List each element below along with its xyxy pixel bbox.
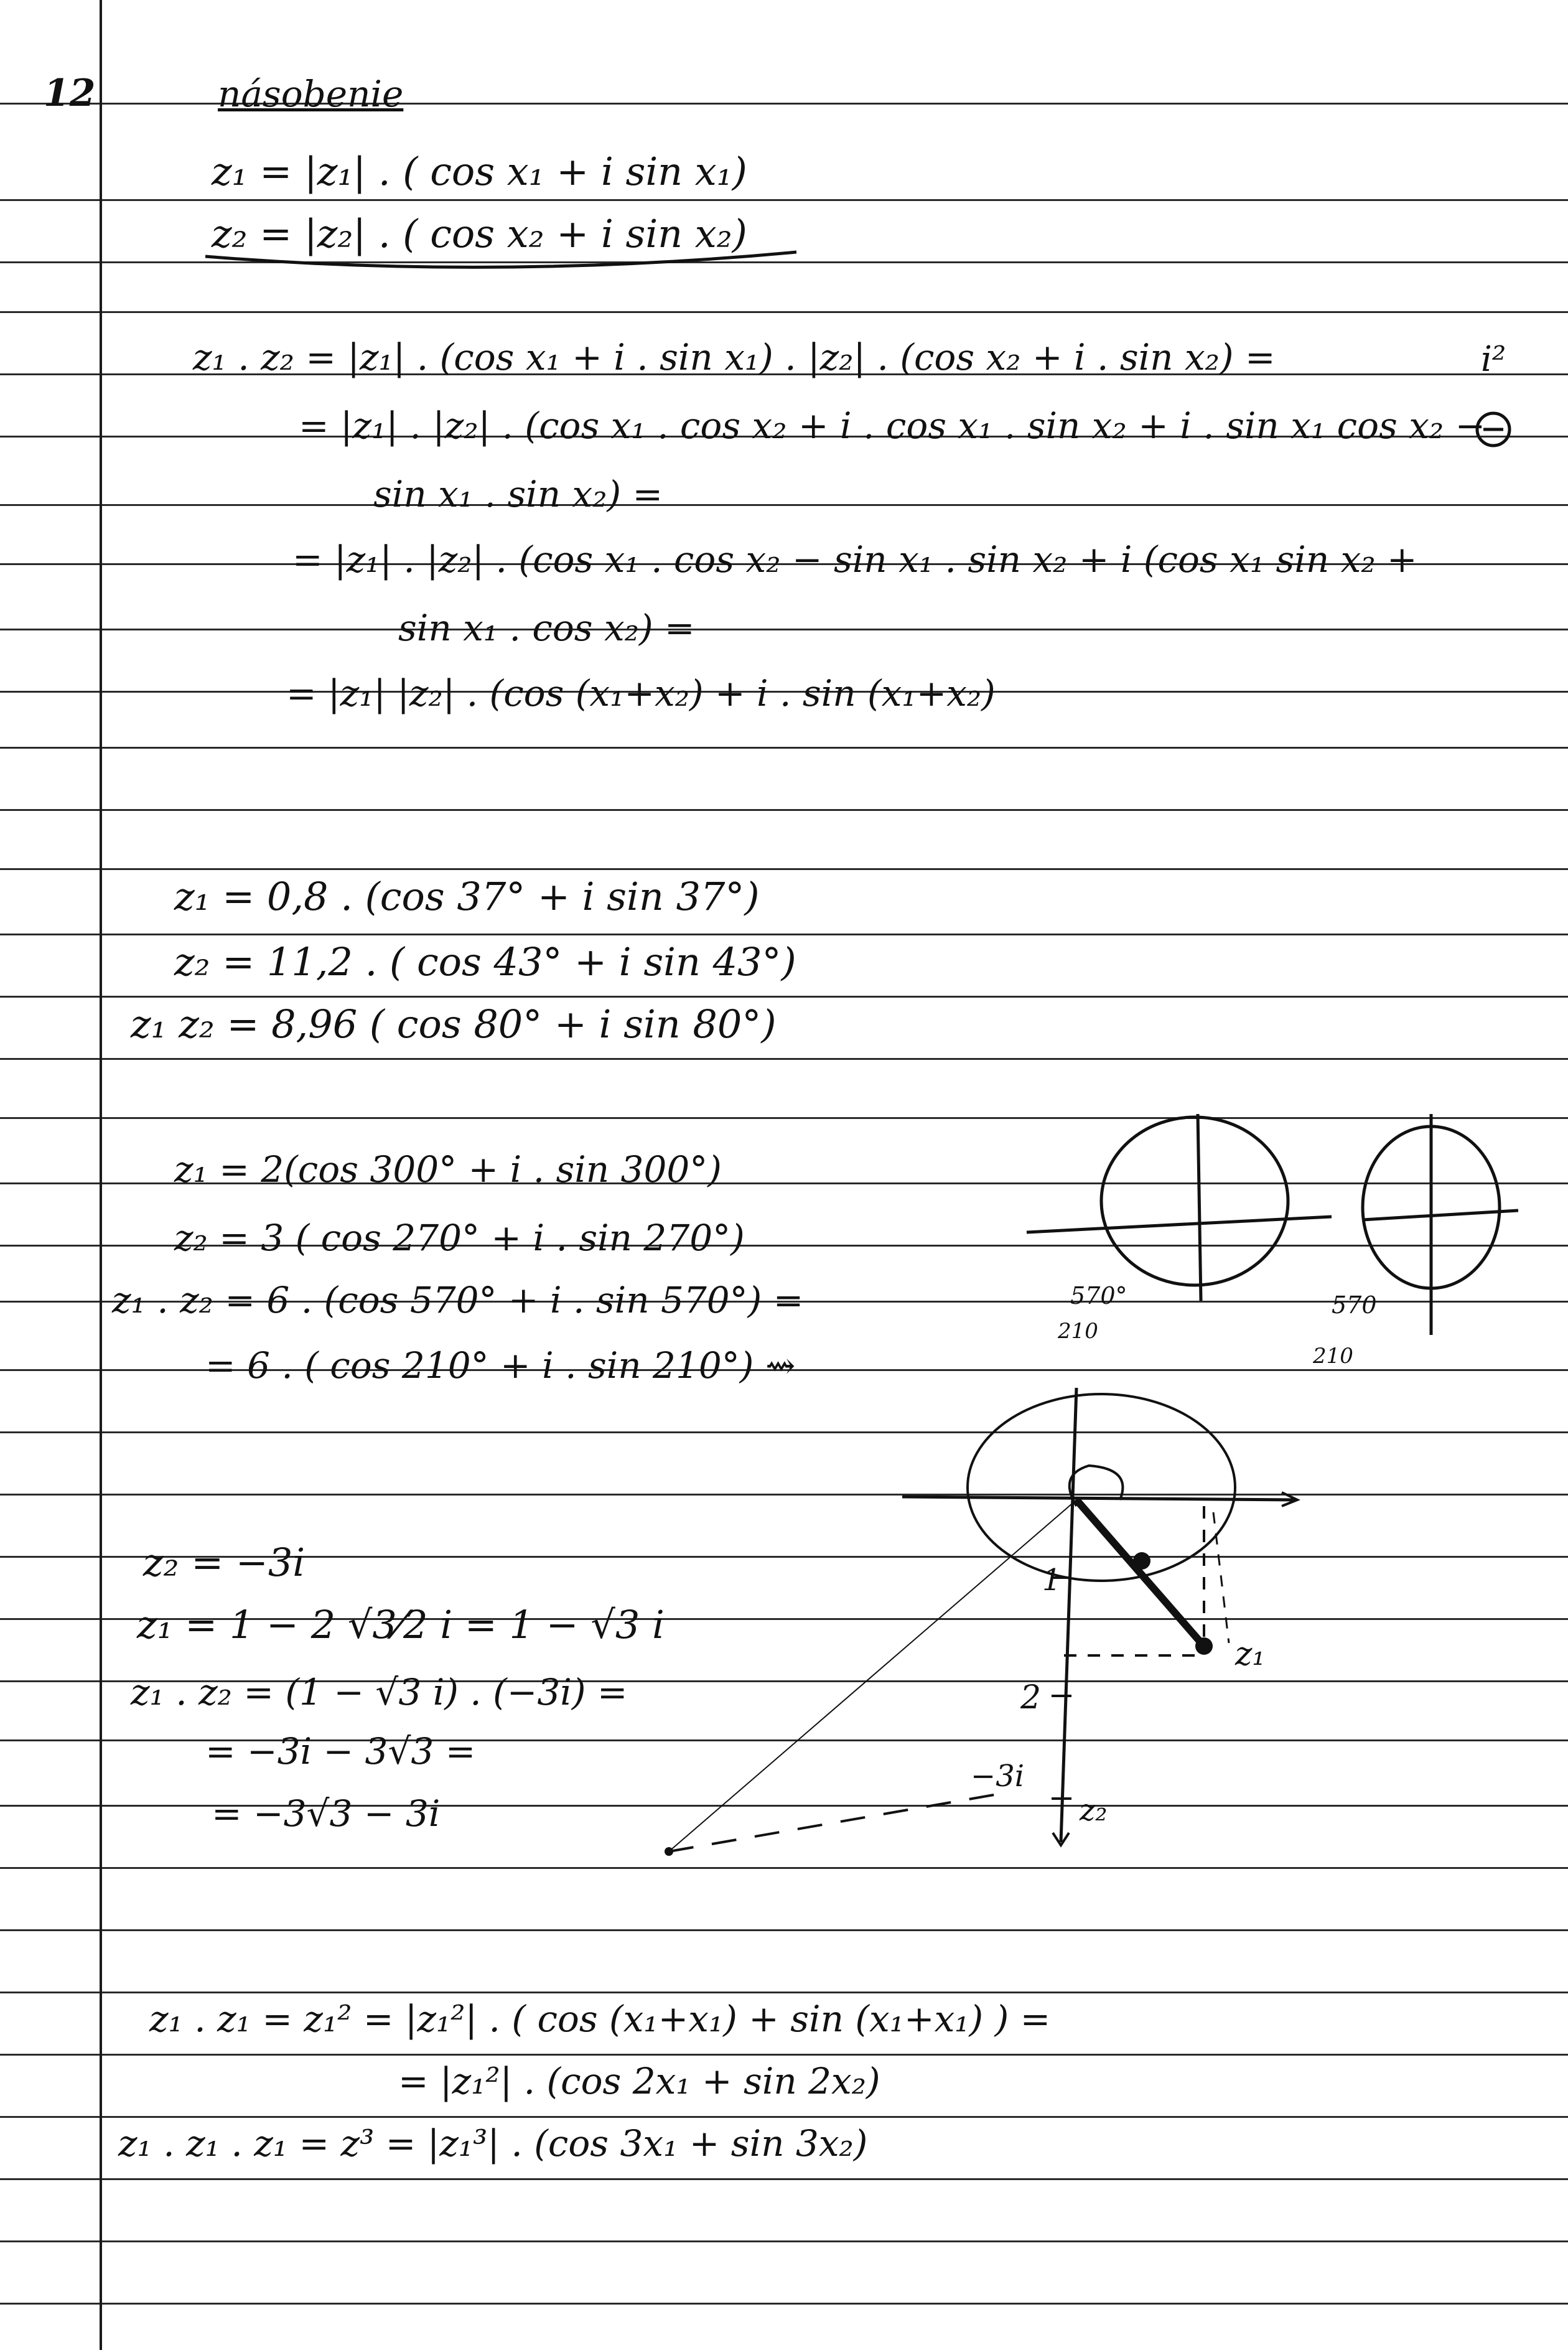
derivation-line: z₁ . z₂ = |z₁| . (cos x₁ + i . sin x₁) . |z₂| . (cos x₂ + i . sin x₂) = xyxy=(193,336,1276,378)
unit-circle-sketch-left xyxy=(1027,1114,1332,1301)
example1-line: z₁ z₂ = 8,96 ( cos 80° + i sin 80°) xyxy=(131,1001,777,1047)
power-line: = |z₁²| . (cos 2x₁ + sin 2x₂) xyxy=(398,2060,880,2102)
example2-line: = 6 . ( cos 210° + i . sin 210°) ⇝ xyxy=(205,1344,796,1387)
derivation-line: sin x₁ . cos x₂) = xyxy=(398,607,695,649)
circle-label-left-top: 570° xyxy=(1070,1282,1127,1309)
circle-label-left-bottom: 210 xyxy=(1058,1319,1098,1344)
definition-z1: z₁ = |z₁| . ( cos x₁ + i sin x₁) xyxy=(212,149,747,194)
axis-label-two: 2 xyxy=(1020,1679,1042,1716)
example2-line: z₁ = 2(cos 300° + i . sin 300°) xyxy=(174,1148,722,1191)
axis-label-z2: z₂ xyxy=(1080,1793,1108,1828)
page-number: 12 xyxy=(44,72,96,115)
derivation-line: sin x₁ . sin x₂) = xyxy=(373,473,663,515)
definitions-underline xyxy=(205,252,796,267)
example2-line: z₂ = 3 ( cos 270° + i . sin 270°) xyxy=(174,1217,745,1259)
axis-label-minus-3i: −3i xyxy=(971,1759,1025,1794)
example2-line: z₁ . z₂ = 6 . (cos 570° + i . sin 570°) = xyxy=(112,1279,804,1321)
example1-line: z₁ = 0,8 . (cos 37° + i sin 37°) xyxy=(174,874,760,919)
derivation-line: = |z₁| |z₂| . (cos (x₁+x₂) + i . sin (x₁+x₂) xyxy=(286,672,996,714)
power-line: z₁ . z₁ . z₁ = z³ = |z₁³| . (cos 3x₁ + sin 3x₂) xyxy=(118,2122,868,2165)
example3-line: = −3√3 − 3i xyxy=(212,1792,441,1835)
power-line: z₁ . z₁ = z₁² = |z₁²| . ( cos (x₁+x₁) + sin (x₁+x₁) ) = xyxy=(149,1998,1051,2040)
example3-line: z₁ . z₂ = (1 − √3 i) . (−3i) = xyxy=(131,1671,628,1713)
margin-note: i² xyxy=(1481,339,1506,380)
section-heading: násobenie xyxy=(218,73,404,115)
example1-line: z₂ = 11,2 . ( cos 43° + i sin 43°) xyxy=(174,939,796,985)
definition-z2: z₂ = |z₂| . ( cos x₂ + i sin x₂) xyxy=(212,211,747,256)
example3-line: = −3i − 3√3 = xyxy=(205,1730,476,1772)
circle-label-right-top: 570 xyxy=(1332,1291,1377,1319)
example3-line: z₂ = −3i xyxy=(143,1540,306,1585)
circle-label-right-bottom: 210 xyxy=(1313,1344,1353,1369)
unit-circle-sketch-right xyxy=(1363,1114,1518,1335)
example3-line: z₁ = 1 − 2 √3⁄2 i = 1 − √3 i xyxy=(137,1602,665,1647)
axis-label-one: 1 xyxy=(1042,1563,1062,1598)
derivation-line: = |z₁| . |z₂| . (cos x₁ . cos x₂ − sin x₁ . sin x₂ + i (cos x₁ sin x₂ + xyxy=(292,538,1417,581)
axis-label-z1: z₁ xyxy=(1235,1636,1266,1673)
derivation-line: = |z₁| . |z₂| . (cos x₁ . cos x₂ + i . cos x₁ . sin x₂ + i . sin x₁ cos x₂ − xyxy=(299,405,1486,447)
